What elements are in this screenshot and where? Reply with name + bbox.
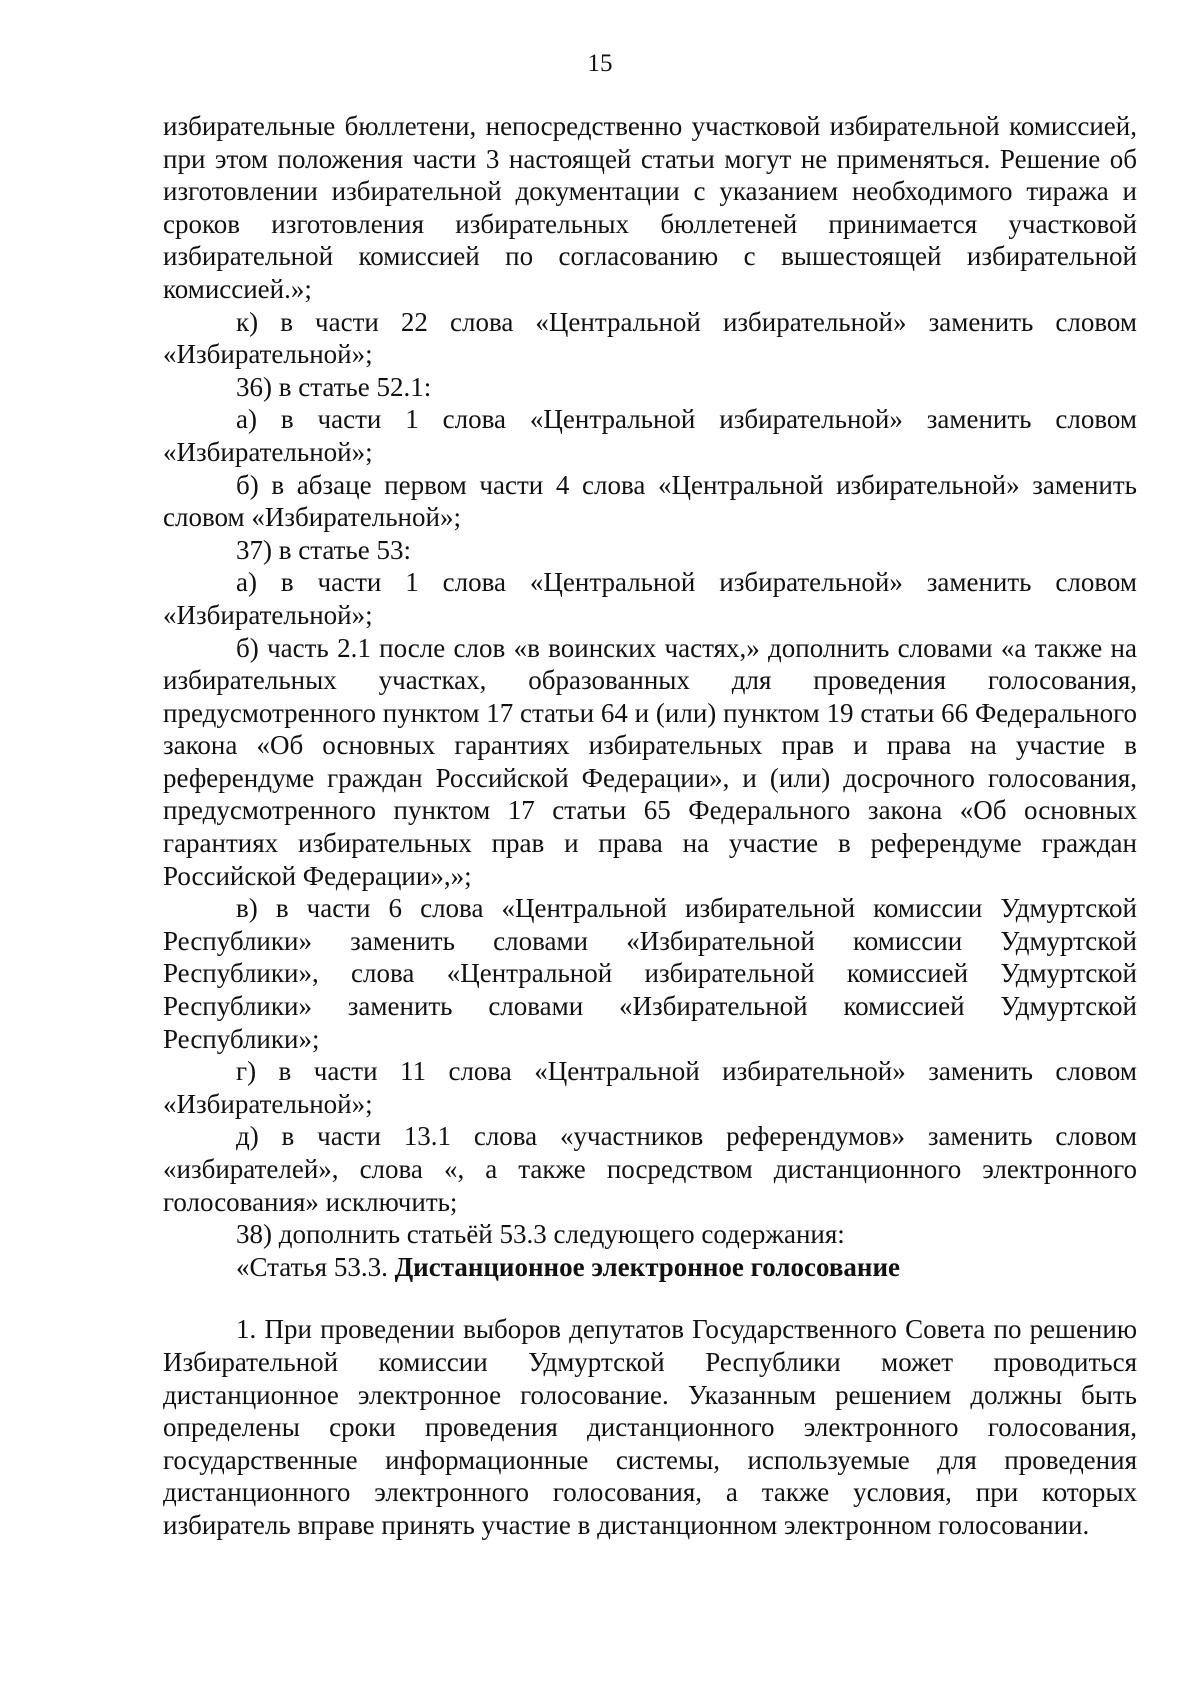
paragraph-item-36: 36) в статье 52.1: [236, 371, 432, 402]
article-heading-prefix: «Статья 53.3. [236, 1251, 395, 1282]
article-heading-title: Дистанционное электронное голосование [394, 1251, 901, 1282]
paragraph-item-36-a: а) в части 1 слова «Центральной избирательной» заменить словом «Избирательной»; [163, 404, 1137, 467]
page-number: 15 [587, 50, 613, 77]
paragraph-item-k: к) в части 22 слова «Центральной избирательной» заменить словом «Избирательной»; [163, 306, 1137, 370]
article-heading [163, 1251, 1137, 1284]
paragraph-item-37: 37) в статье 53: [236, 534, 411, 565]
paragraph-item-37-b: б) часть 2.1 после слов «в воинских частях,» дополнить словами «а также на избирательных участках, образованных для проведения голосования, предусмотренного пунктом 17 статьи 64 и (или) пунктом 19 статьи 66 Федерального закона «Об основных гарантиях избирательных прав и права на участие в референдуме граждан Российской Федерации», и (или) досрочного голосования, предусмотренного пунктом 17 статьи 65 Федерального закона «Об основных гарантиях избирательных прав и права на участие в референдуме граждан Российской Федерации»,»; [163, 632, 1137, 891]
paragraph-item-37-v: в) в части 6 слова «Центральной избирательной комиссии Удмуртской Республики» заменить словами «Избирательной комиссии Удмуртской Республики», слова «Центральной избирательной комиссией Удмуртской Республики» заменить словами «Избирательной комиссией Удмуртской Республики»; [163, 893, 1137, 1054]
article-paragraph-1: 1. При проведении выборов депутатов Государственного Совета по решению Избирательной комиссии Удмуртской Республики может проводиться дистанционное электронное голосование. Указанным решением должны быть определены сроки проведения дистанционного электронного голосования, государственные информационные системы, используемые для проведения дистанционного электронного голосования, а также условия, при которых избиратель вправе принять участие в дистанционном электронном голосовании. [163, 1314, 1137, 1540]
paragraph-item-37-d: д) в части 13.1 слова «участников референдумов» заменить словом «избирателей», слова «, а также посредством дистанционного электронного голосования» исключить; [163, 1121, 1137, 1217]
paragraph-item-37-a: а) в части 1 слова «Центральной избирательной» заменить словом «Избирательной»; [163, 567, 1137, 630]
paragraph-continuation: избирательные бюллетени, непосредственно участковой избирательной комиссией, при этом положения части 3 настоящей статьи могут не применяться. Решение об изготовлении избирательной документации с указанием необходимого тиража и сроков изготовления избирательных бюллетеней принимается участковой избирательной комиссией по согласованию с вышестоящей избирательной комиссией.»; [163, 111, 1137, 304]
paragraph-item-37-g: г) в части 11 слова «Центральной избирательной» заменить словом «Избирательной»; [163, 1056, 1137, 1119]
spacer [163, 1283, 1137, 1313]
paragraph-item-36-b: б) в абзаце первом части 4 слова «Центральной избирательной» заменить словом «Избирательной»; [163, 469, 1137, 533]
document-body [163, 110, 1137, 1542]
paragraph-item-38: 38) дополнить статьёй 53.3 следующего содержания: [236, 1219, 845, 1250]
